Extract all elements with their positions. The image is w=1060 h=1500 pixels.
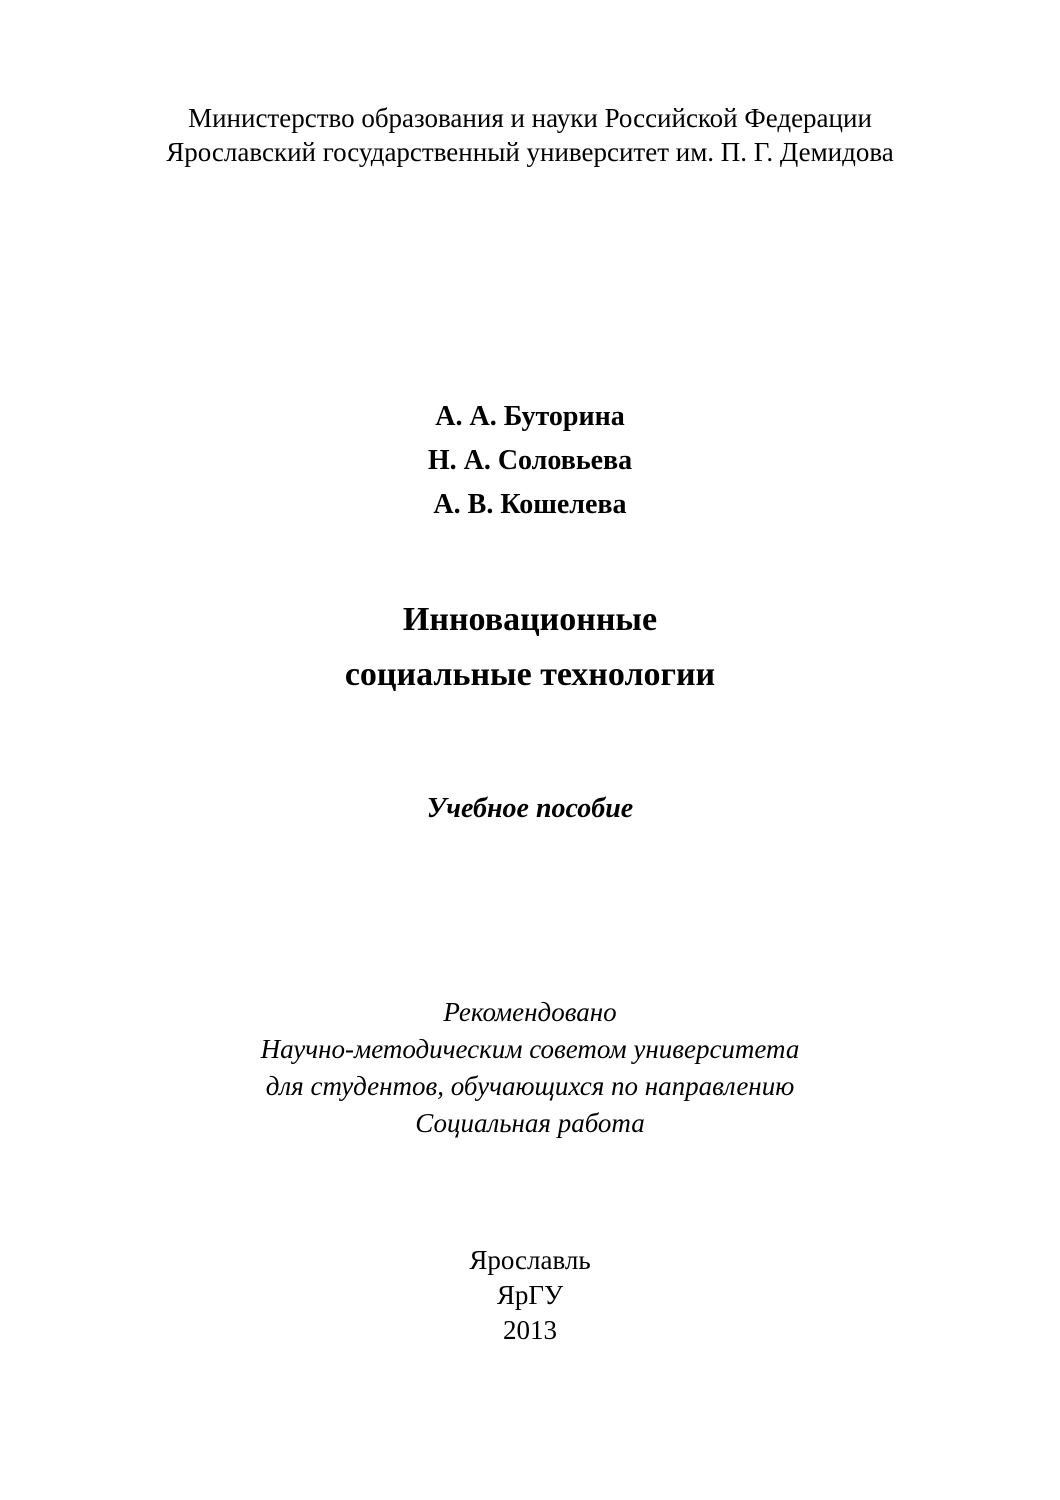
author-name: А. А. Буторина [435,401,625,432]
publisher-name: ЯрГУ [496,1280,564,1310]
authors-list [0,395,1060,527]
recommendation-line: Научно-методическим советом университета [260,1034,800,1064]
ministry-name: Министерство образования и науки Российской Федерации [188,103,872,133]
publication-year: 2013 [503,1315,557,1345]
institution-header [0,101,1060,169]
imprint [0,1243,1060,1348]
recommendation-line: для студентов, обучающихся по направлению [265,1071,795,1101]
recommendation-note [0,994,1060,1142]
recommendation-line: Социальная работа [415,1108,645,1138]
author-name: А. В. Кошелева [433,489,627,520]
university-name: Ярославский государственный университет им. П. Г. Демидова [166,137,894,167]
book-title-line: Инновационные [402,601,658,638]
document-type: Учебное пособие [426,793,634,824]
book-title [0,592,1060,702]
publication-city: Ярославль [469,1245,591,1275]
author-name: Н. А. Соловьева [427,445,633,476]
recommendation-line: Рекомендовано [443,997,617,1027]
book-title-line: социальные технологии [344,656,716,693]
